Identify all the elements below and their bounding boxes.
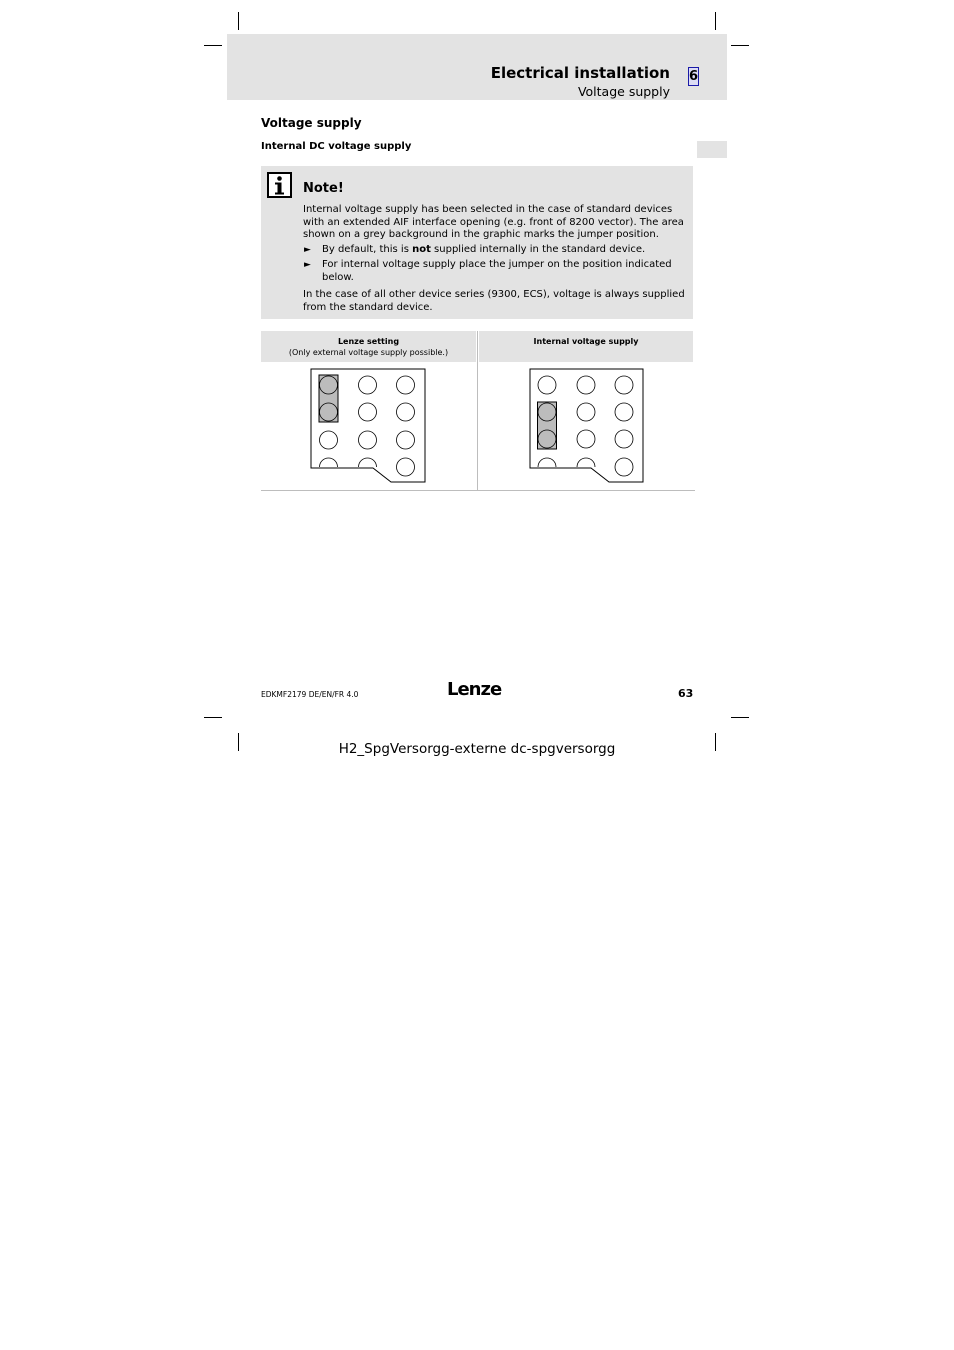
jumper-diagram-internal: [527, 366, 649, 490]
chapter-number[interactable]: 6: [689, 69, 699, 84]
bullet-text: supplied internally in the standard device.: [430, 244, 646, 255]
page-header-subtitle: Voltage supply: [577, 84, 670, 99]
subsection-heading: Internal DC voltage supply: [261, 141, 412, 152]
crop-mark: [715, 12, 716, 30]
table-header-subtitle: (Only external voltage supply possible.): [288, 348, 449, 357]
jumper-diagram-default: [308, 366, 430, 490]
note-paragraph: Internal voltage supply has been selected in the case of standard devices with an extended AIF interface opening (e.g. front of 8200 vector). The area shown on a grey background in the graphic marks the jumper position.: [303, 204, 684, 240]
info-icon: [267, 172, 292, 198]
note-title: Note!: [303, 181, 344, 196]
bullet-arrow-icon: ►: [304, 260, 311, 270]
crop-mark: [204, 45, 222, 46]
crop-mark: [238, 12, 239, 30]
table-header-title: Internal voltage supply: [533, 337, 639, 346]
side-tab-marker: [697, 141, 727, 158]
section-heading: Voltage supply: [261, 116, 362, 130]
document-id: EDKMF2179 DE/EN/FR 4.0: [261, 690, 359, 699]
table-header-cell: [479, 331, 693, 362]
crop-mark: [731, 717, 749, 718]
crop-mark: [731, 45, 749, 46]
table-header-title: Lenze setting: [337, 337, 400, 346]
table-header-cell: [261, 331, 476, 362]
note-bullet-item: [322, 244, 682, 257]
table-bottom-rule: [261, 490, 695, 491]
lenze-logo: Lenze: [447, 679, 502, 700]
image-caption: H2_SpgVersorgg-externe dc-spgversorgg: [338, 741, 616, 757]
bullet-arrow-icon: ►: [304, 245, 311, 255]
note-paragraph: In the case of all other device series (9300, ECS), voltage is always supplied from the standard device.: [303, 289, 685, 313]
crop-mark: [204, 717, 222, 718]
bullet-emphasis: not: [412, 244, 431, 255]
note-bullet-item: For internal voltage supply place the jumper on the position indicated below.: [322, 259, 672, 283]
bullet-text: By default, this is: [322, 244, 413, 255]
page-header-title: Electrical installation: [490, 64, 670, 82]
table-divider: [477, 331, 478, 491]
page-number: 63: [678, 687, 694, 700]
